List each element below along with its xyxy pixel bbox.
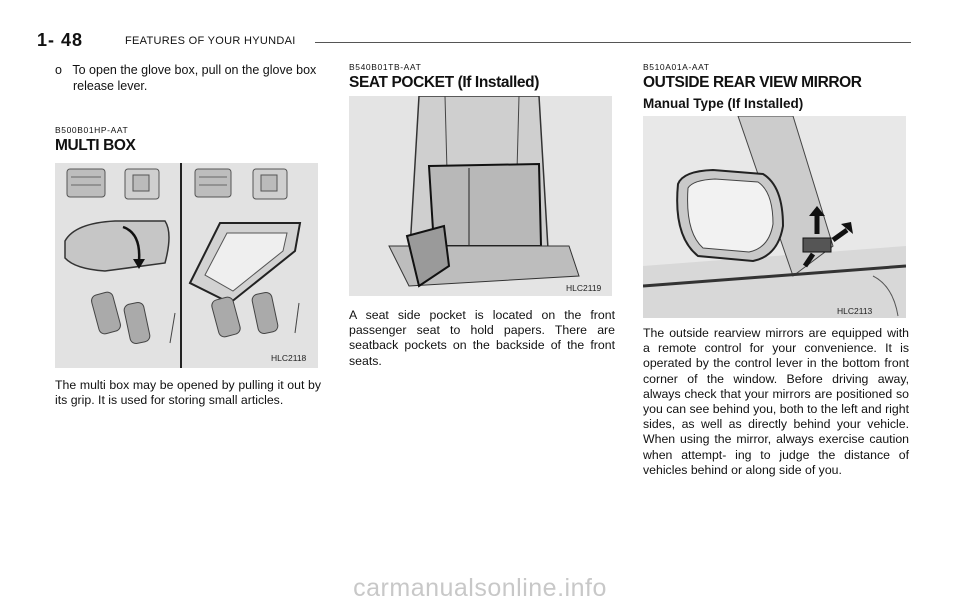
multi-box-body: The multi box may be opened by pulling it out by its grip. It is used for storing small articles. [55, 378, 321, 408]
seat-pocket-figure [349, 96, 612, 296]
bullet-mark: o [55, 63, 62, 77]
multi-box-figure [55, 163, 318, 368]
page-number: 1- 48 [37, 30, 84, 50]
mirror-body-wrap [643, 326, 909, 478]
mirror-heading: OUTSIDE REAR VIEW MIRROR [643, 74, 862, 91]
header-rule [315, 42, 911, 43]
seat-pocket-heading: SEAT POCKET (If Installed) [349, 74, 539, 91]
seat-pocket-code: B540B01TB-AAT [349, 62, 422, 72]
glove-box-instruction [55, 62, 321, 94]
page-header [37, 30, 907, 54]
figure-label-hlc2118: HLC2118 [271, 353, 307, 363]
watermark: carmanualsonline.info [353, 574, 607, 602]
column-left [55, 62, 321, 155]
seat-pocket-body-wrap [349, 308, 615, 369]
multi-box-body-wrap [55, 378, 321, 408]
figure-label-hlc2119: HLC2119 [566, 283, 602, 293]
multi-box-heading: MULTI BOX [55, 137, 136, 154]
column-right [643, 62, 909, 111]
section-title: FEATURES OF YOUR HYUNDAI [125, 35, 296, 47]
column-middle [349, 62, 615, 92]
multi-box-code: B500B01HP-AAT [55, 125, 129, 135]
figure-label-hlc2113: HLC2113 [837, 306, 873, 316]
mirror-subheading: Manual Type (If Installed) [643, 96, 804, 111]
mirror-figure [643, 116, 906, 318]
mirror-body: The outside rearview mirrors are equipped with a remote control for your convenience. It is operated by the control lever in the bottom front corner of the window. Before driving away, always check that your mirrors are positioned so you can see behind you, both to the left and right sides, as well as directly behind your vehicle. When using the mirror, always exercise caution when attempt- ing to judge the distance of vehicles behind or along side of you. [643, 326, 909, 477]
glove-box-text: To open the glove box, pull on the glove box release lever. [72, 63, 317, 93]
seat-pocket-body: A seat side pocket is located on the front passenger seat to hold papers. There are seatback pockets on the backside of the front seats. [349, 308, 615, 368]
mirror-code: B510A01A-AAT [643, 62, 710, 72]
